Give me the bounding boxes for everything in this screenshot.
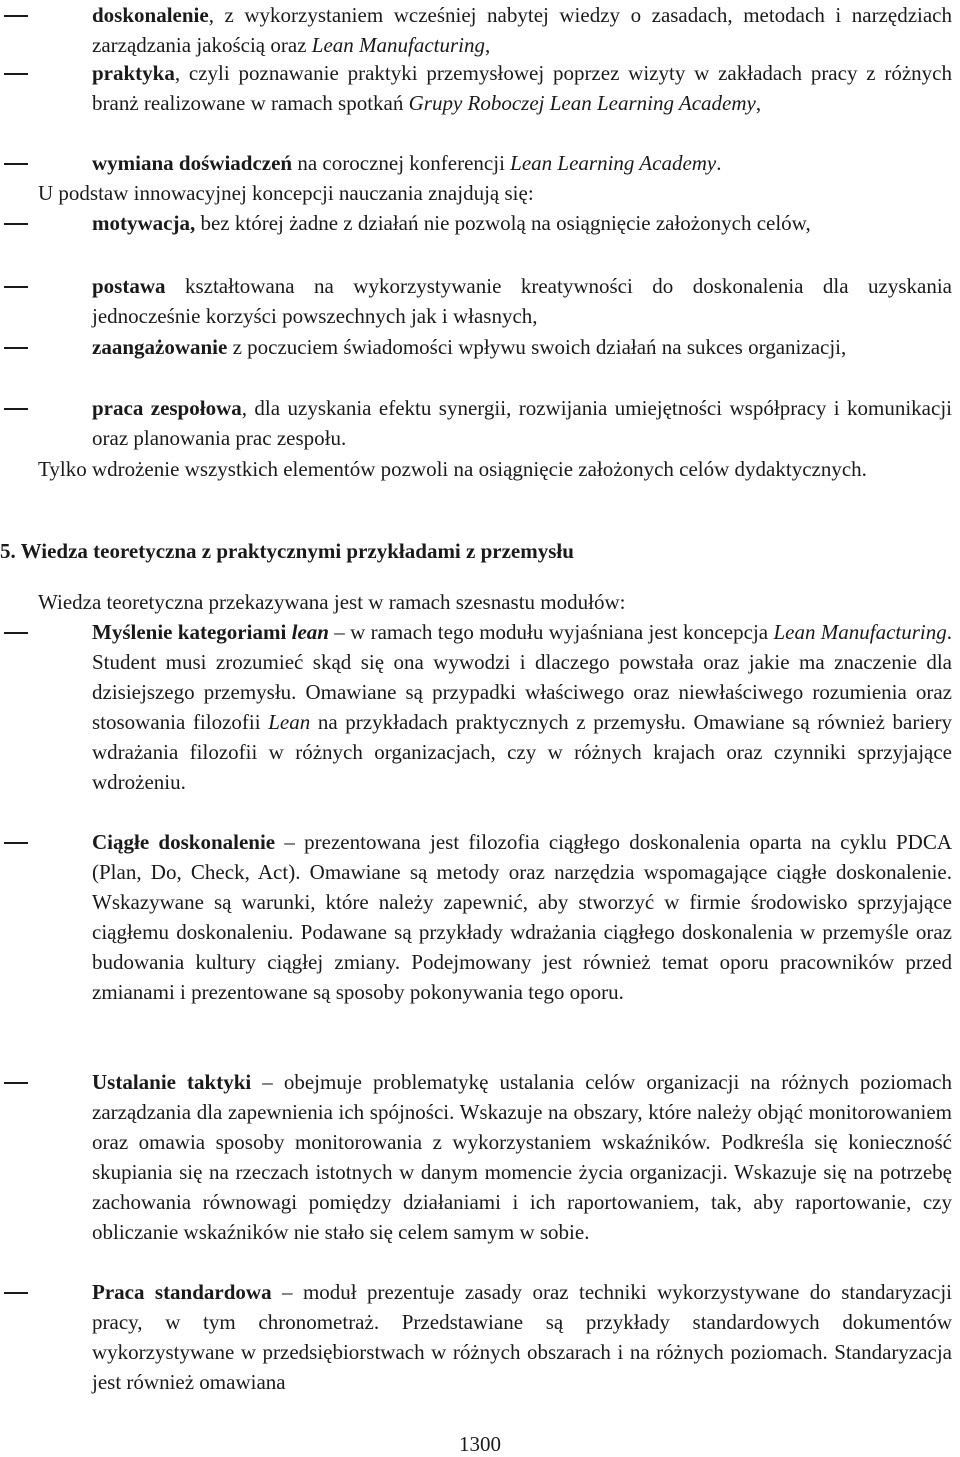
module-title: Praca standardowa: [92, 1280, 272, 1304]
module-item: [0, 1067, 952, 1247]
list-item: [0, 208, 952, 238]
list-item-body: z poczuciem świadomości wpływu swoich działań na sukces organizacji,: [227, 335, 847, 359]
list-item-body: bez której żadne z działań nie pozwolą na osiągnięcie założonych celów,: [195, 211, 811, 235]
module-title: Myślenie kategoriami lean: [92, 620, 329, 644]
module-text: Ciągłe doskonalenie – prezentowana jest filozofia ciągłego doskonalenia oparta na cyklu PDCA (Plan, Do, Check, Act). Omawiane są metody oraz narzędzia wspomagające ciągłe doskonalenie. Wskazywane są warunki, które należy zapewnić, aby stworzyć w firmie środowisko sprzyjające ciągłemu doskonaleniu. Podawane są przykłady wdrażania ciągłego doskonalenia w przemyśle oraz budowania kultury ciągłej zmiany. Podejmowany jest również temat oporu pracowników przed zmianami i prezentowane są sposoby pokonywania tego oporu.: [92, 830, 953, 1004]
dash-bullet: [4, 347, 28, 349]
module-title: Ciągłe doskonalenie: [92, 830, 276, 854]
page-number: 1300: [459, 1432, 501, 1456]
list-item-bold: praktyka: [92, 61, 175, 85]
dash-bullet: [4, 286, 28, 288]
list-item: [0, 0, 952, 60]
list-item-tail: ,: [485, 33, 491, 57]
list-item-body: , dla uzyskania efektu synergii, rozwijania umiejętności współpracy i komunikacji oraz planowania prac zespołu.: [92, 396, 952, 450]
list-item-italic: Grupy Roboczej Lean Learning Academy: [408, 91, 756, 115]
list-item-text: [92, 58, 952, 118]
list-item-text: [92, 0, 952, 60]
list-item-bold: motywacja,: [92, 211, 196, 235]
module-text: Myślenie kategoriami lean – w ramach tego modułu wyjaśniana jest koncepcja Lean Manufacturing. Student musi zrozumieć skąd się ona wywodzi i dlaczego powstała oraz jakie ma znaczenie dla dzisiejszego przemysłu. Omawiane są przypadki właściwego oraz niewłaściwego rozumienia oraz stosowania filozofii Lean na przykładach praktycznych z przemysłu. Omawiane są również bariery wdrażania filozofii w różnych organizacjach, czy w różnych krajach oraz czynniki sprzyjające wdrożeniu.: [92, 620, 953, 794]
list-item-bold: zaangażowanie: [92, 335, 228, 359]
module-dash: –: [275, 830, 305, 854]
section-heading: 5. Wiedza teoretyczna z praktycznymi przykładami z przemysłu: [0, 539, 574, 563]
list-item: [0, 332, 952, 362]
module-text: Praca standardowa – moduł prezentuje zasady oraz techniki wykorzystywane do standaryzacji pracy, w tym chronometraż. Przedstawiane są przykłady standardowych dokumentów wykorzystywane w przedsiębiorstwach w różnych obszarach i na różnych poziomach. Standaryzacja jest również omawiana: [92, 1280, 952, 1394]
dash-bullet: [4, 73, 28, 75]
list-item-bold: praca zespołowa: [92, 396, 242, 420]
module-item: [0, 827, 952, 1007]
list-item-tail: .: [716, 151, 722, 175]
list-item-tail: ,: [755, 91, 762, 115]
conclusion-paragraph: Tylko wdrożenie wszystkich elementów pozwoli na osiągnięcie założonych celów dydaktycznych.: [38, 457, 867, 481]
module-dash: –: [328, 620, 351, 644]
list-item: [0, 58, 952, 118]
list-item-text: [92, 332, 952, 362]
list-item-bold: postawa: [92, 274, 166, 298]
dash-bullet: [4, 632, 28, 634]
module-item: [0, 1277, 952, 1397]
dash-bullet: [4, 15, 28, 17]
list-item-italic: Lean Manufacturing: [311, 33, 486, 57]
dash-bullet: [4, 223, 28, 225]
module-item: [0, 617, 952, 797]
dash-bullet: [4, 163, 28, 165]
dash-bullet: [4, 1082, 28, 1084]
list-item-body: , z wykorzystaniem wcześniej nabytej wiedzy o zasadach, metodach i narzędziach zarządzania jakością oraz: [92, 3, 952, 57]
list-item-body: kształtowana na wykorzystywanie kreatywności do doskonalenia dla uzyskania jednocześnie korzyści powszechnych jak i własnych,: [92, 274, 952, 328]
dash-bullet: [4, 1292, 28, 1294]
module-dash: –: [251, 1070, 284, 1094]
list-item: [0, 148, 952, 178]
list-item-body: na corocznej konferencji: [292, 151, 511, 175]
module-dash: –: [271, 1280, 303, 1304]
dash-bullet: [4, 408, 28, 410]
dash-bullet: [4, 842, 28, 844]
list-item-text: [92, 148, 952, 178]
foundations-intro: U podstaw innowacyjnej koncepcji nauczania znajdują się:: [38, 181, 534, 205]
list-item-body: , czyli poznawanie praktyki przemysłowej poprzez wizyty w zakładach pracy z różnych branż realizowane w ramach spotkań: [92, 61, 952, 115]
list-item-bold: wymiana doświadczeń: [92, 151, 293, 175]
module-title: Ustalanie taktyki: [92, 1070, 252, 1094]
list-item-text: [92, 393, 952, 453]
list-item-text: [92, 271, 952, 331]
list-item-italic: Lean Learning Academy: [510, 151, 717, 175]
module-text: Ustalanie taktyki – obejmuje problematykę ustalania celów organizacji na różnych poziomach zarządzania dla zapewnienia ich spójności. Wskazuje na obszary, które należy objąć monitorowaniem oraz omawia sposoby monitorowania z wykorzystaniem wskaźników. Podkreśla się konieczność skupiania się na rzeczach istotnych w danym momencie życia organizacji. Wskazuje się na potrzebę zachowania równowagi pomiędzy działaniami i ich raportowaniem, tak, aby raportowanie, czy obliczanie wskaźników nie stało się celem samym w sobie.: [92, 1070, 953, 1244]
modules-intro: Wiedza teoretyczna przekazywana jest w ramach szesnastu modułów:: [38, 590, 626, 614]
list-item-text: [92, 208, 952, 238]
list-item-bold: doskonalenie: [92, 3, 209, 27]
list-item: [0, 271, 952, 331]
list-item: [0, 393, 952, 453]
